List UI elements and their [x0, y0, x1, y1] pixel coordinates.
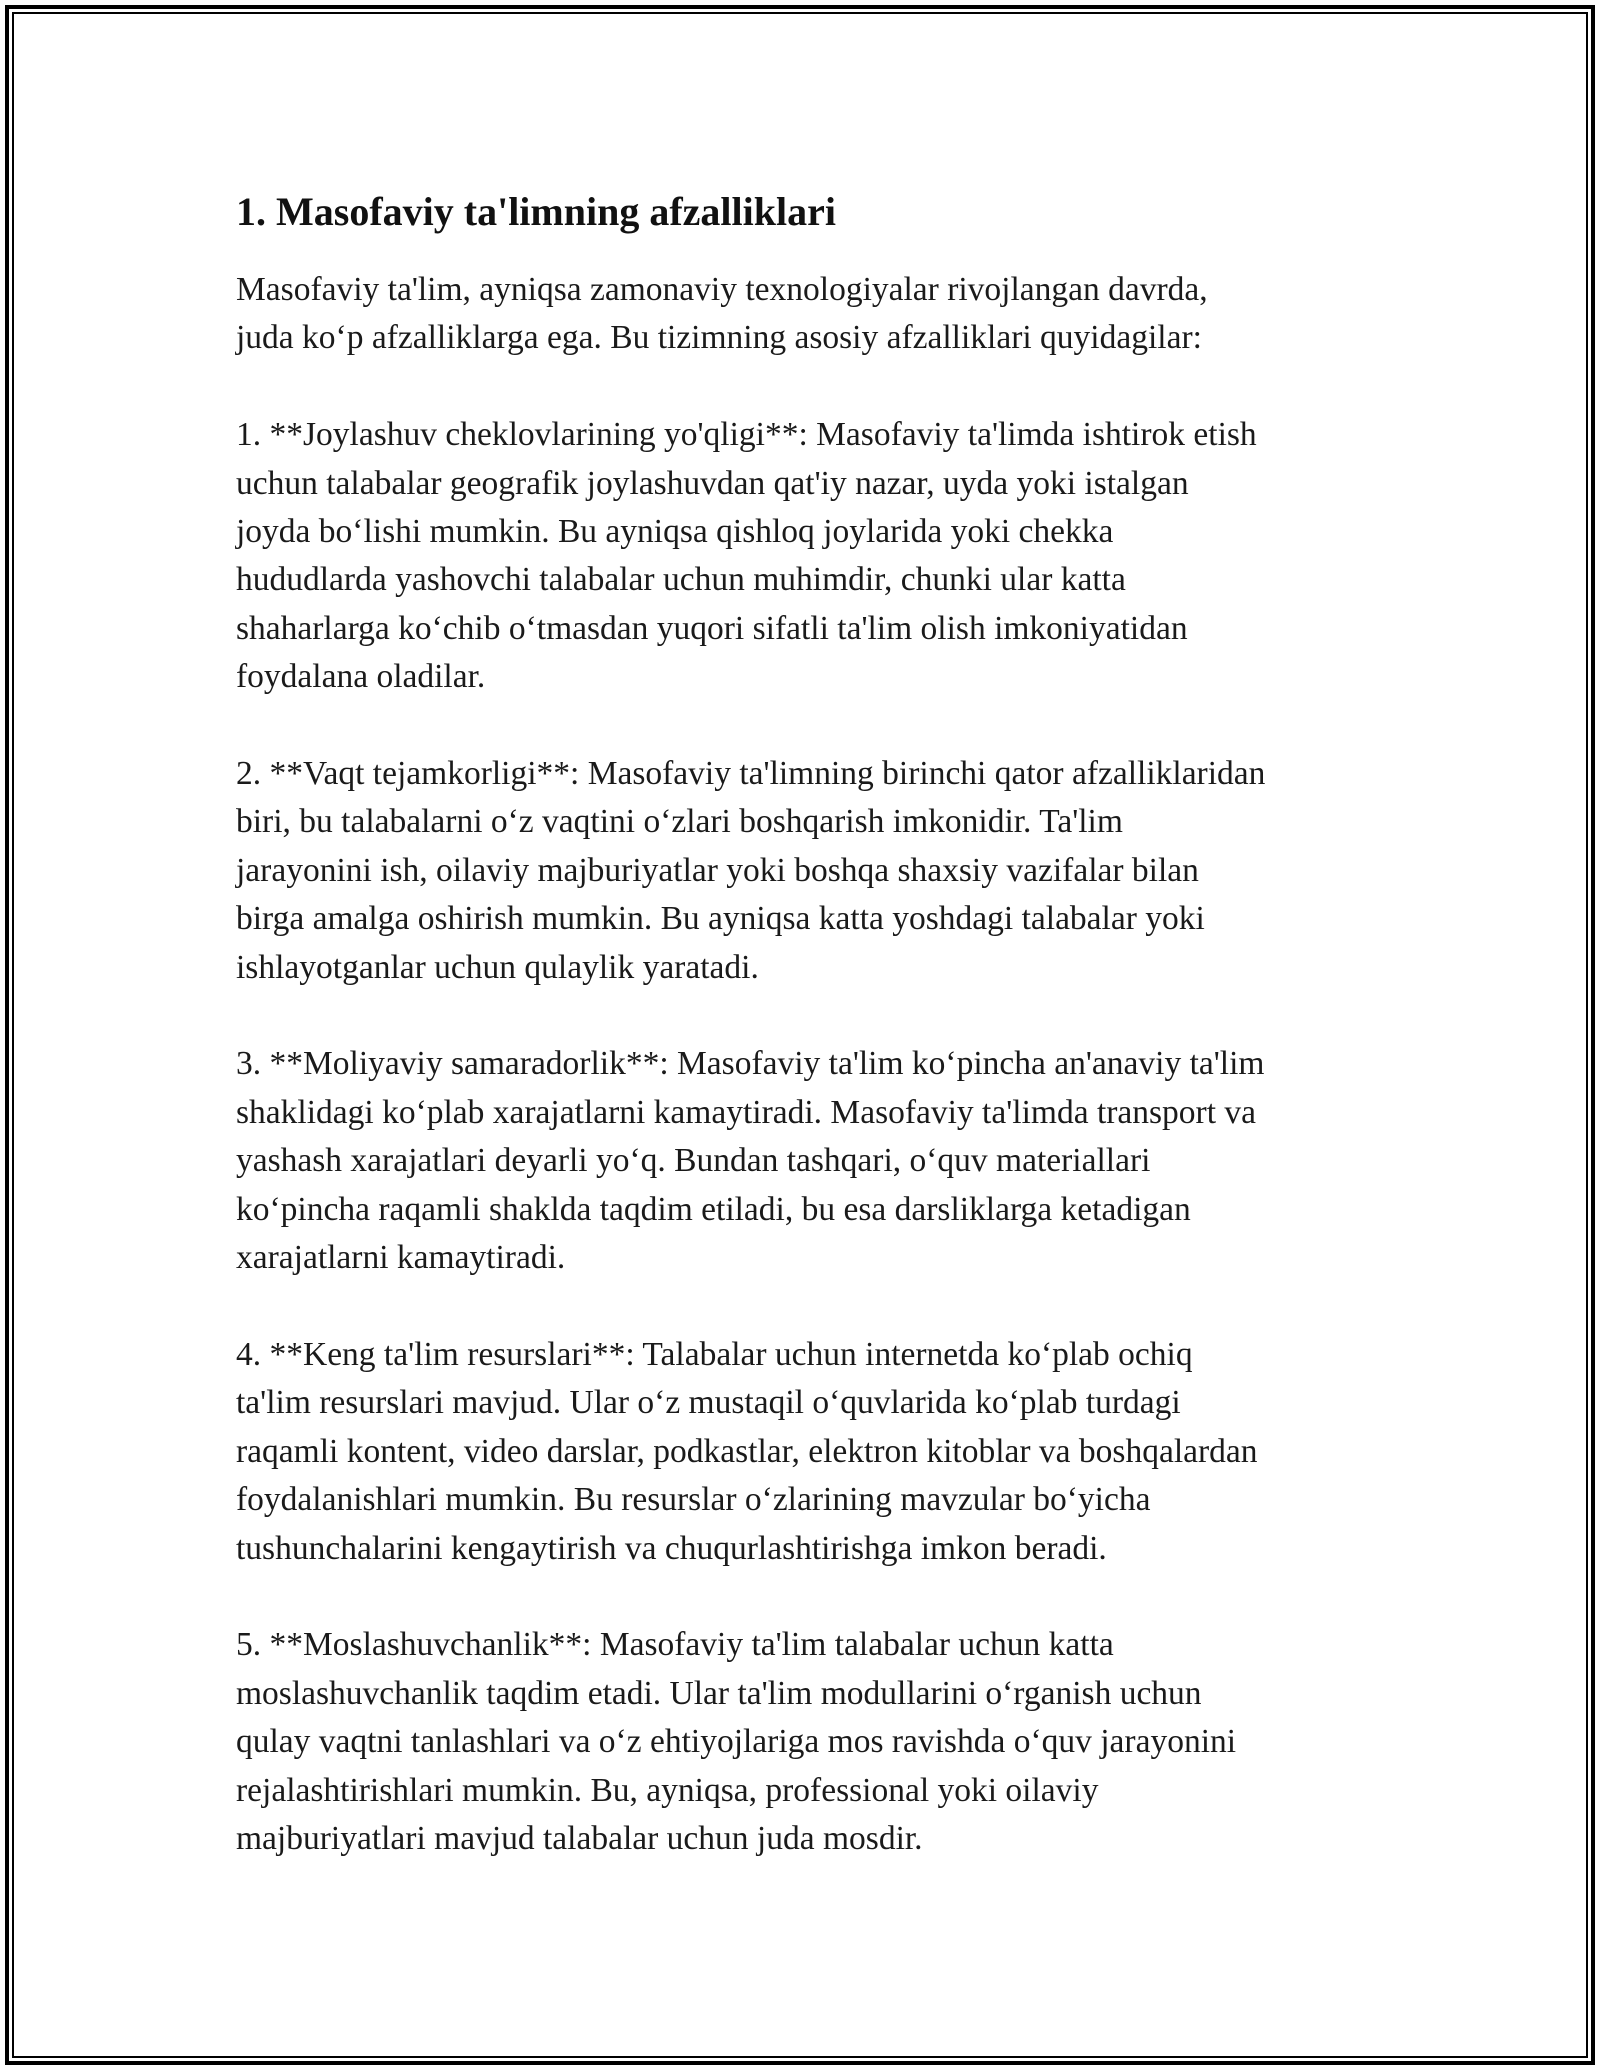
document-body	[236, 186, 1386, 1863]
paragraph-learning-resources: 4. **Keng ta'lim resurslari**: Talabalar uchun internetda ko‘plab ochiq ta'lim resurslari mavjud. Ular o‘z mustaqil o‘quvlarida ko‘plab turdagi raqamli kontent, video darslar, podkastlar, elektron kitoblar va boshqalardan foydalanishlari mumkin. Bu resurslar o‘zlarining mavzular bo‘yicha tushunchalarini kengaytirish va chuqurlashtirishga imkon beradi.	[236, 1335, 1258, 1567]
paragraph-location-freedom: 1. **Joylashuv cheklovlarining yo'qligi**: Masofaviy ta'limda ishtirok etish uchun talabalar geografik joylashuvdan qat'iy nazar, uyda yoki istalgan joyda bo‘lishi mumkin. Bu ayniqsa qishloq joylarida yoki chekka hududlarda yashovchi talabalar uchun muhimdir, chunki ular katta shaharlarga ko‘chib o‘tmasdan yuqori sifatli ta'lim olish imkoniyatidan foydalana oladilar.	[236, 416, 1257, 696]
section-heading: 1. Masofaviy ta'limning afzalliklari	[236, 189, 836, 234]
paragraph-flexibility: 5. **Moslashuvchanlik**: Masofaviy ta'lim talabalar uchun katta moslashuvchanlik taqdim etadi. Ular ta'lim modullarini o‘rganish uchun qulay vaqtni tanlashlari va o‘z ehtiyojlariga mos ravishda o‘quv jarayonini rejalashtirishlari mumkin. Bu, ayniqsa, professional yoki oilaviy majburiyatlari mavjud talabalar uchun juda mosdir.	[236, 1626, 1237, 1857]
intro-paragraph: Masofaviy ta'lim, ayniqsa zamonaviy texnologiyalar rivojlangan davrda, juda ko‘p afzalliklarga ega. Bu tizimning asosiy afzalliklari quyidagilar:	[236, 271, 1208, 357]
paragraph-financial-efficiency: 3. **Moliyaviy samaradorlik**: Masofaviy ta'lim ko‘pincha an'anaviy ta'lim shaklidagi ko‘plab xarajatlarni kamaytiradi. Masofaviy ta'limda transport va yashash xarajatlari deyarli yo‘q. Bundan tashqari, o‘quv materiallari ko‘pincha raqamli shaklda taqdim etiladi, bu esa darsliklarga ketadigan xarajatlarni kamaytiradi.	[236, 1045, 1265, 1277]
paragraph-time-saving: 2. **Vaqt tejamkorligi**: Masofaviy ta'limning birinchi qator afzalliklaridan biri, bu talabalarni o‘z vaqtini o‘zlari boshqarish imkonidir. Ta'lim jarayonini ish, oilaviy majburiyatlar yoki boshqa shaxsiy vazifalar bilan birga amalga oshirish mumkin. Bu ayniqsa katta yoshdagi talabalar yoki ishlayotganlar uchun qulaylik yaratadi.	[236, 755, 1266, 986]
